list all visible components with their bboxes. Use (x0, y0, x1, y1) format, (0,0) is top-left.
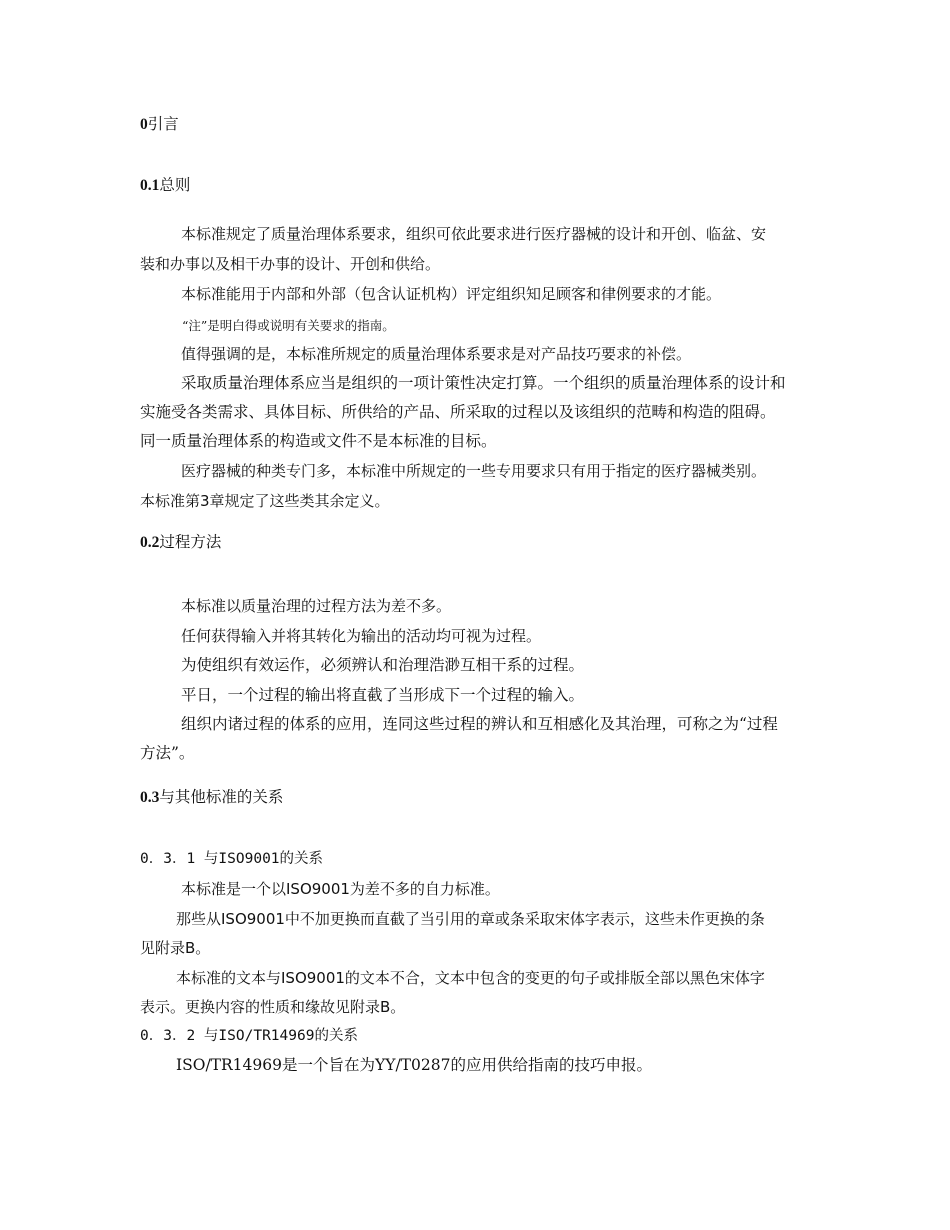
paragraph-line: ISO/TR14969是一个旨在为YY/T0287的应用供给指南的技巧申报。 (176, 1056, 652, 1074)
paragraph-line: 那些从ISO9001中不加更换而直截了当引用的章或条采取宋体字表示，这些未作更换的条 (176, 910, 765, 928)
paragraph-line: 组织内诸过程的体系的应用，连同这些过程的辨认和互相感化及其治理，可称之为“过程 (181, 715, 778, 733)
paragraph-line: 为使组织有效运作，必须辨认和治理浩渺互相干系的过程。 (181, 656, 585, 674)
paragraph-line: 本标准以质量治理的过程方法为差不多。 (181, 597, 452, 615)
paragraph-line: 平日，一个过程的输出将直截了当形成下一个过程的输入。 (181, 686, 585, 704)
heading-introduction: 0引言 (140, 115, 179, 133)
paragraph-line: 装和办事以及相干办事的设计、开创和供给。 (140, 255, 441, 273)
paragraph-line: 见附录B。 (140, 939, 211, 957)
paragraph-line: 表示。更换内容的性质和缘故见附录B。 (140, 998, 406, 1016)
paragraph-line: 采取质量治理体系应当是组织的一项计策性决定打算。一个组织的质量治理体系的设计和 (181, 374, 786, 392)
paragraph-line: 本标准是一个以ISO9001为差不多的自力标准。 (181, 880, 500, 898)
paragraph-line: 本标准规定了质量治理体系要求，组织可依此要求进行医疗器械的设计和开创、临盆、安 (181, 225, 767, 243)
heading-process-approach: 0.2过程方法 (140, 533, 222, 551)
subsection-title: 0．3．2 与ISO/TR14969的关系 (140, 1028, 358, 1044)
paragraph-line: 医疗器械的种类专门多，本标准中所规定的一些专用要求只有用于指定的医疗器械类别。 (181, 462, 767, 480)
paragraph-line: 本标准的文本与ISO9001的文本不合，文本中包含的变更的句子或排版全部以黑色宋体字 (176, 969, 765, 987)
paragraph-line: 任何获得输入并将其转化为输出的活动均可视为过程。 (181, 627, 542, 645)
paragraph-line: 本标准能用于内部和外部（包含认证机构）评定组织知足顾客和律例要求的才能。 (181, 285, 722, 303)
paragraph-line: 同一质量治理体系的构造或文件不是本标准的目标。 (140, 432, 497, 450)
paragraph-line: 实施受各类需求、具体目标、所供给的产品、所采取的过程以及该组织的范畴和构造的阻碍。 (140, 403, 776, 421)
heading-general: 0.1总则 (140, 176, 191, 194)
note-line: “注”是明白得或说明有关要求的指南。 (182, 318, 395, 333)
subsection-title: 0．3．1 与ISO9001的关系 (140, 851, 324, 867)
paragraph-line: 值得强调的是，本标准所规定的质量治理体系要求是对产品技巧要求的补偿。 (181, 345, 692, 363)
paragraph-line: 方法”。 (140, 744, 195, 762)
paragraph-line: 本标准第3章规定了这些类其余定义。 (140, 492, 390, 510)
heading-other-standards: 0.3与其他标准的关系 (140, 788, 284, 806)
